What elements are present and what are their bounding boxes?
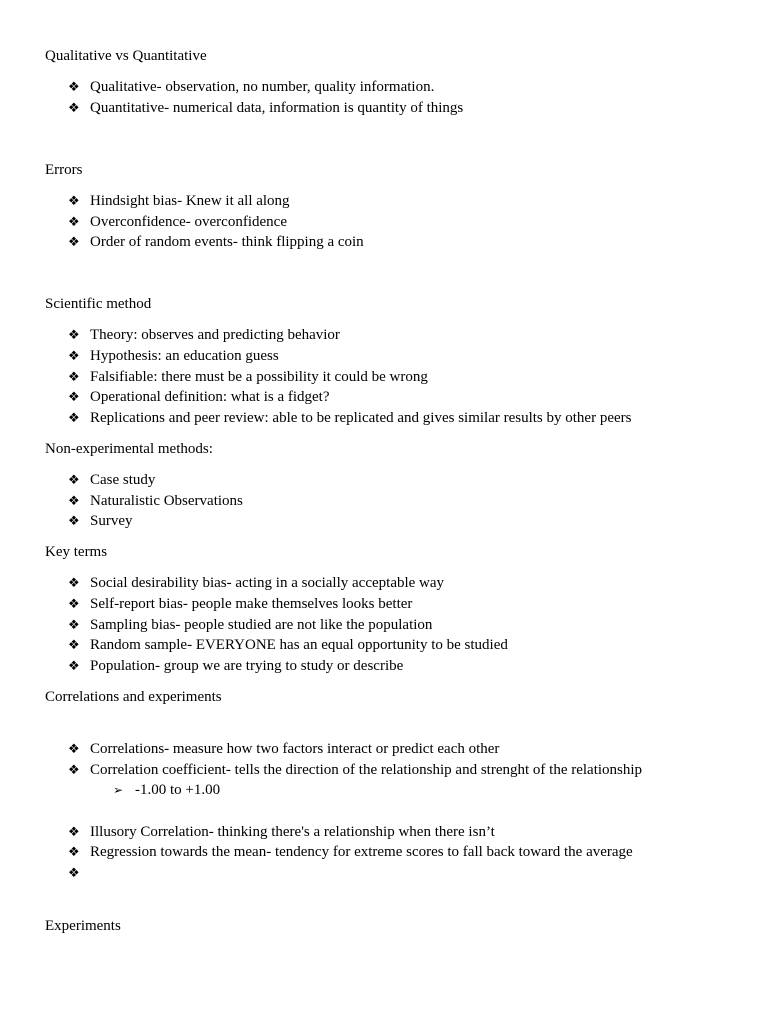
diamond-bullet-icon: ❖ — [68, 845, 80, 860]
list-item — [68, 409, 631, 428]
heading-key-terms: Key terms — [45, 544, 108, 560]
diamond-bullet-icon: ❖ — [68, 742, 80, 757]
diamond-bullet-icon: ❖ — [68, 494, 80, 509]
diamond-bullet-icon: ❖ — [68, 866, 80, 881]
sub-list-item — [113, 781, 220, 799]
list-item — [68, 636, 508, 655]
list-item — [68, 213, 287, 232]
diamond-bullet-icon: ❖ — [68, 101, 80, 116]
list-item-text: Qualitative- observation, no number, quality information. — [90, 79, 435, 95]
list-item — [68, 574, 444, 593]
list-item-text: Social desirability bias- acting in a socially acceptable way — [90, 575, 445, 591]
list-item-text: Correlation coefficient- tells the direction of the relationship and strenght of the relationship — [90, 762, 643, 778]
diamond-bullet-icon: ❖ — [68, 370, 80, 385]
diamond-bullet-icon: ❖ — [68, 618, 80, 633]
list-item — [68, 388, 330, 407]
list-item-text: Operational definition: what is a fidget? — [90, 389, 330, 405]
list-item — [68, 233, 364, 252]
list-item-text: Case study — [90, 472, 156, 488]
diamond-bullet-icon: ❖ — [68, 215, 80, 230]
list-item-text: Naturalistic Observations — [90, 493, 243, 509]
diamond-bullet-icon: ❖ — [68, 328, 80, 343]
diamond-bullet-icon: ❖ — [68, 349, 80, 364]
list-item — [68, 492, 243, 511]
list-item-text: Random sample- EVERYONE has an equal opportunity to be studied — [90, 637, 508, 653]
list-item — [68, 192, 290, 211]
arrowhead-bullet-icon: ➢ — [113, 783, 124, 797]
list-item — [68, 368, 428, 387]
list-item — [68, 326, 340, 345]
list-item — [68, 347, 279, 366]
diamond-bullet-icon: ❖ — [68, 597, 80, 612]
list-item — [68, 864, 90, 883]
heading-non-experimental-methods: Non-experimental methods: — [45, 441, 213, 457]
list-item-text: Replications and peer review: able to be replicated and gives similar results by other peers — [90, 410, 632, 426]
list-item — [68, 823, 495, 842]
heading-qualitative-vs-quantitative: Qualitative vs Quantitative — [45, 48, 207, 64]
list-item-text: Correlations- measure how two factors interact or predict each other — [90, 741, 500, 757]
heading-scientific-method: Scientific method — [45, 296, 152, 312]
list-item-text: Theory: observes and predicting behavior — [90, 327, 340, 343]
list-item — [68, 657, 403, 676]
diamond-bullet-icon: ❖ — [68, 825, 80, 840]
heading-correlations-and-experiments: Correlations and experiments — [45, 689, 222, 705]
diamond-bullet-icon: ❖ — [68, 235, 80, 250]
diamond-bullet-icon: ❖ — [68, 473, 80, 488]
list-item — [68, 740, 499, 759]
heading-errors: Errors — [45, 162, 83, 178]
list-item — [68, 512, 133, 531]
diamond-bullet-icon: ❖ — [68, 514, 80, 529]
list-item — [68, 761, 642, 780]
list-item-text: Overconfidence- overconfidence — [90, 214, 287, 230]
diamond-bullet-icon: ❖ — [68, 576, 80, 591]
list-item — [68, 616, 432, 635]
list-item — [68, 471, 155, 490]
list-item-text: Quantitative- numerical data, information is quantity of things — [90, 100, 464, 116]
diamond-bullet-icon: ❖ — [68, 659, 80, 674]
heading-experiments: Experiments — [45, 918, 121, 934]
sub-list-item-text: -1.00 to +1.00 — [135, 782, 221, 798]
list-item-text: Illusory Correlation- thinking there's a relationship when there isn’t — [90, 824, 495, 840]
list-item-text: Hypothesis: an education guess — [90, 348, 279, 364]
list-item — [68, 843, 633, 862]
diamond-bullet-icon: ❖ — [68, 390, 80, 405]
diamond-bullet-icon: ❖ — [68, 638, 80, 653]
list-item-text: Hindsight bias- Knew it all along — [90, 193, 290, 209]
list-item-text: Population- group we are trying to study or describe — [90, 658, 404, 674]
diamond-bullet-icon: ❖ — [68, 411, 80, 426]
list-item-text: Falsifiable: there must be a possibility it could be wrong — [90, 369, 428, 385]
list-item-text: Survey — [90, 513, 133, 529]
list-item — [68, 99, 463, 118]
list-item-text: Sampling bias- people studied are not like the population — [90, 617, 433, 633]
diamond-bullet-icon: ❖ — [68, 194, 80, 209]
diamond-bullet-icon: ❖ — [68, 763, 80, 778]
diamond-bullet-icon: ❖ — [68, 80, 80, 95]
list-item-text: Order of random events- think flipping a coin — [90, 234, 364, 250]
list-item-text: Self-report bias- people make themselves looks better — [90, 596, 413, 612]
list-item-text: Regression towards the mean- tendency for extreme scores to fall back toward the average — [90, 844, 633, 860]
list-item — [68, 78, 434, 97]
list-item — [68, 595, 412, 614]
